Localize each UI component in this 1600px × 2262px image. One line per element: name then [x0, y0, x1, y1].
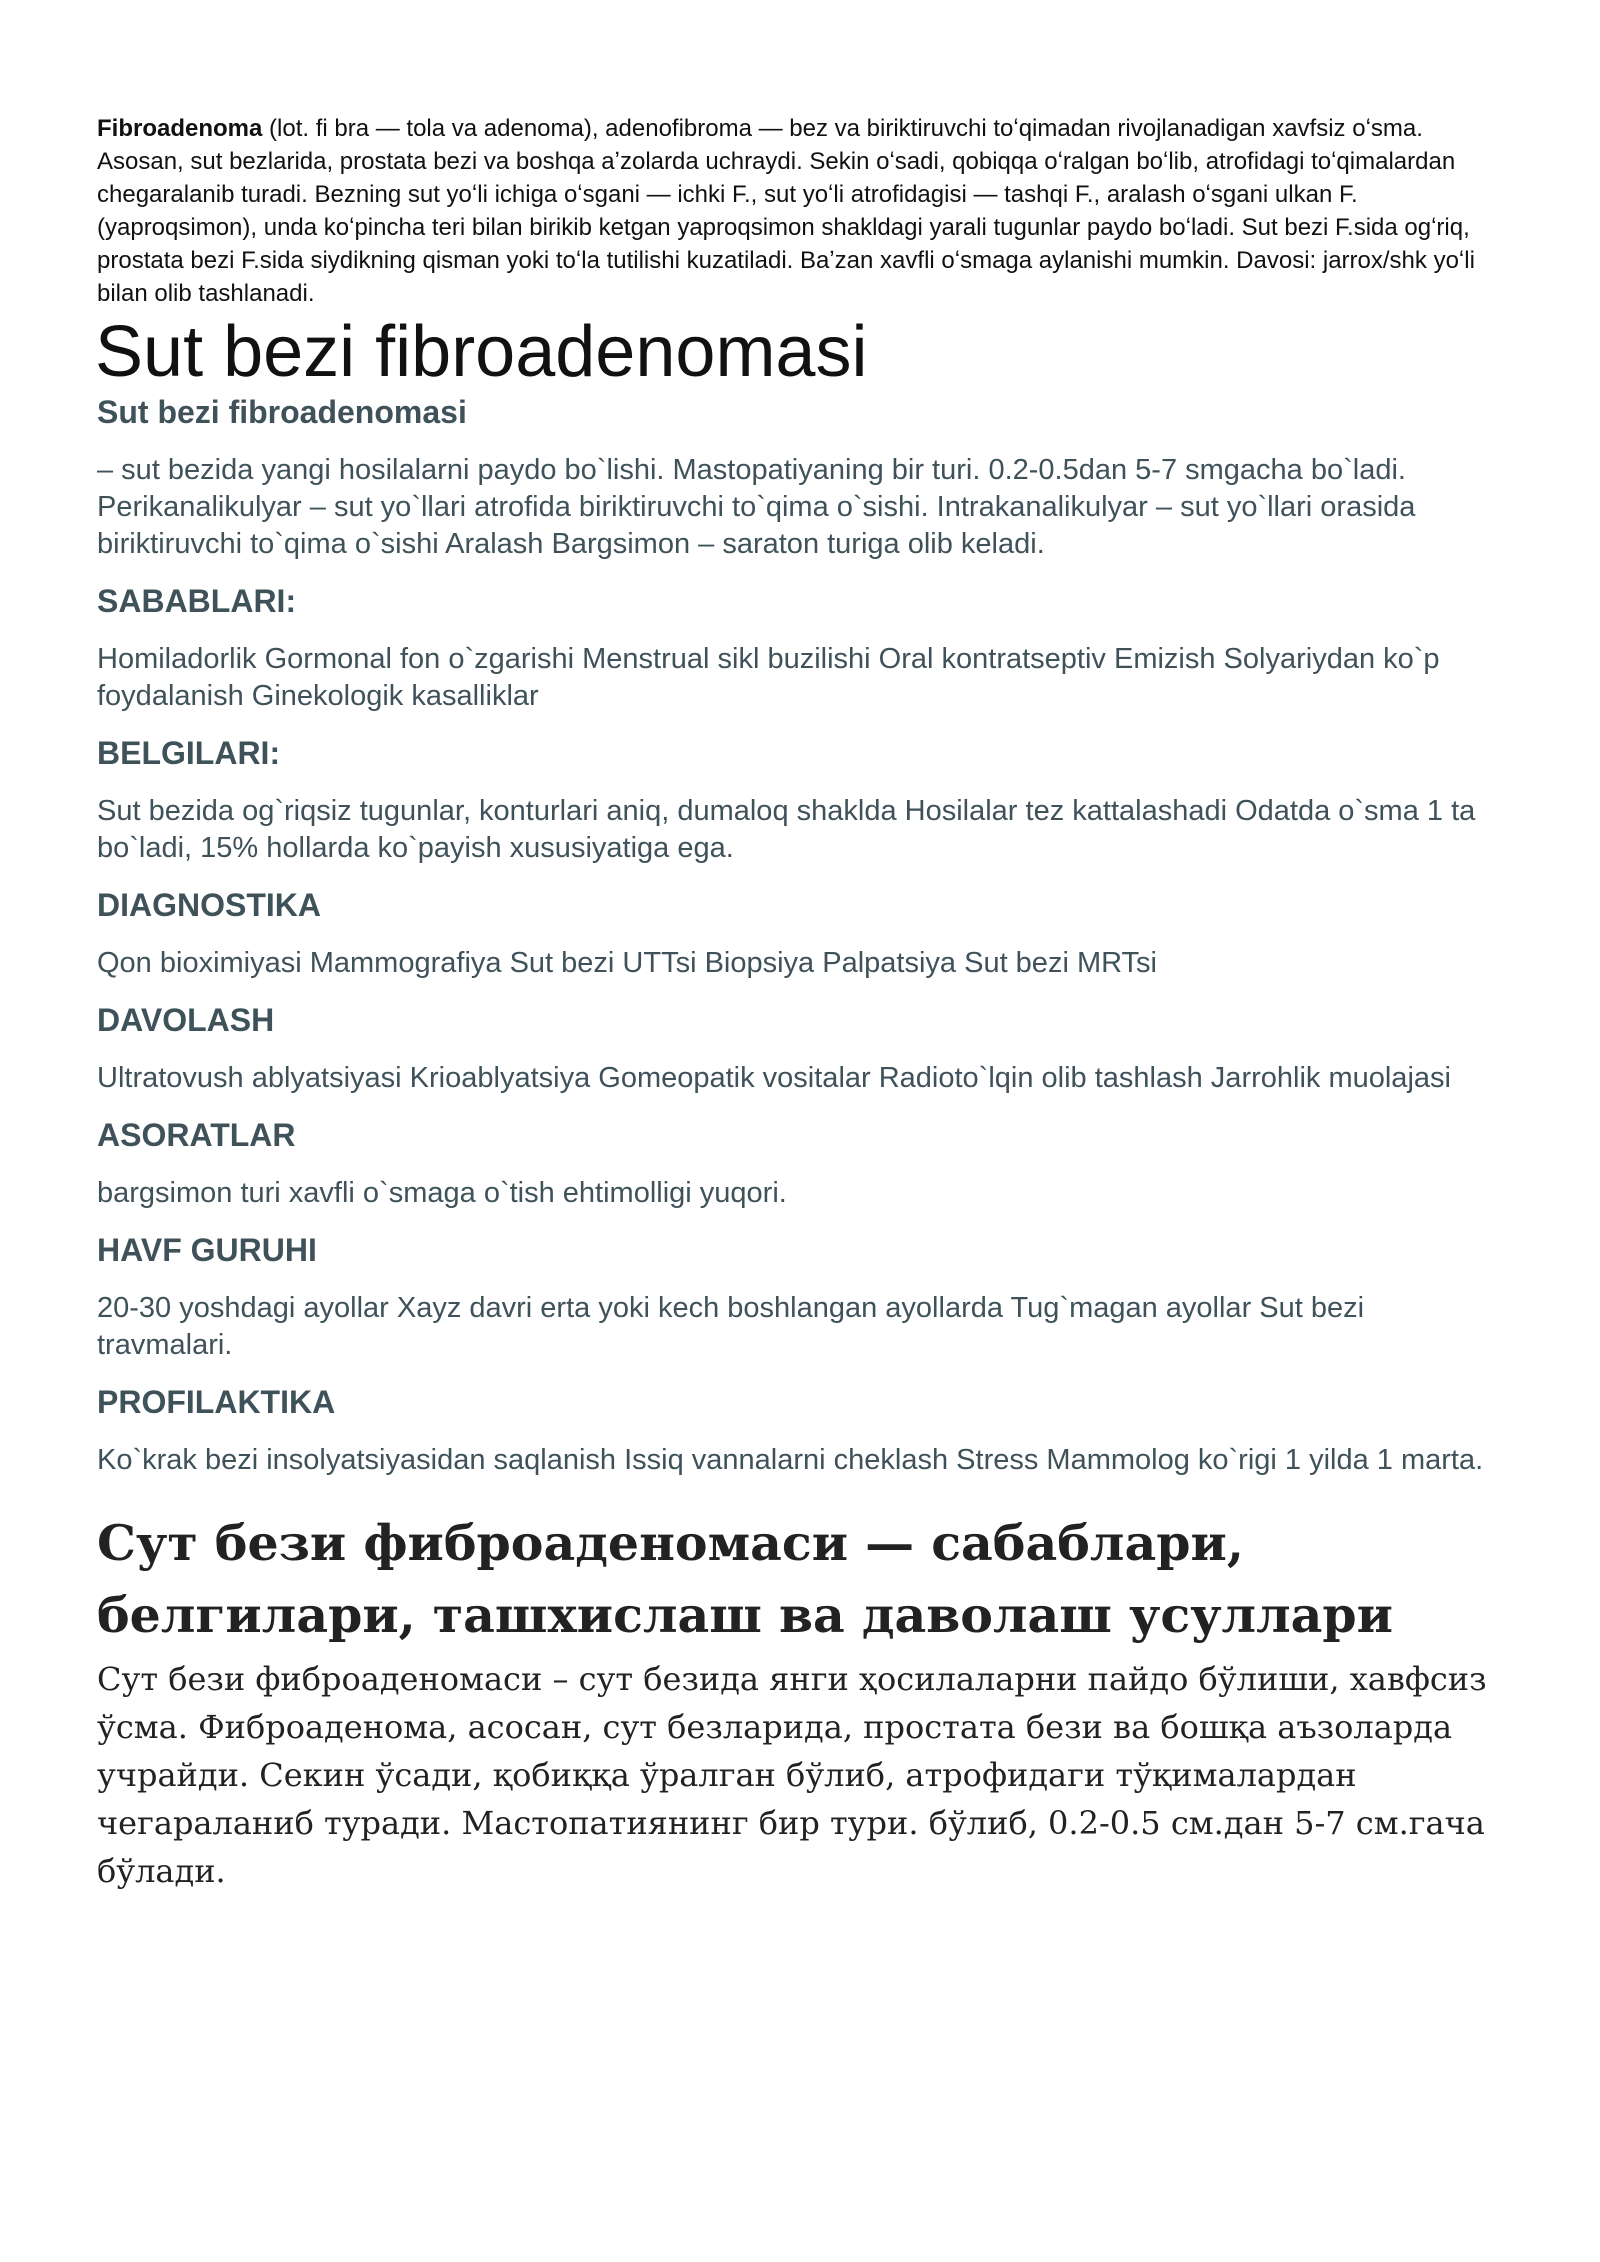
section-title-prevention: PROFILAKTIKA — [97, 1384, 336, 1420]
section-text-risk-group: 20-30 yoshdagi ayollar Xayz davri erta yoki kech boshlangan ayollarda Tug`magan ayollar Sut bezi travmalari. — [97, 1292, 1365, 1361]
main-title: Sut bezi fibroadenomasi — [95, 312, 868, 392]
cyrillic-paragraph: Сут бези фиброаденомаси – сут безида янги ҳосилаларни пайдо бўлиши, хавфсиз ўсма. Фиброаденома, асосан, сут безларида, простата бези ва бошқа аъзоларда учрайди. Секин ўсади, қобиққа ўралган бўлиб, атрофидаги тўқималардан чегараланиб туради. Мастопатиянинг бир тури. бўлиб, 0.2-0.5 см.дан 5-7 см.гача бўлади. — [97, 1660, 1487, 1890]
section-title-diagnostics: DIAGNOSTIKA — [97, 887, 321, 923]
description-paragraph: – sut bezida yangi hosilalarni paydo bo`lishi. Mastopatiyaning bir turi. 0.2-0.5dan 5-7 smgacha bo`ladi. Perikanalikulyar – sut yo`llari atrofida biriktiruvchi to`qima o`sishi. Intrakanalikulyar – sut yo`llari orasida biriktiruvchi to`qima o`sishi Aralash Bargsimon – saraton turiga olib keladi. — [97, 454, 1416, 560]
section-title-treatment: DAVOLASH — [97, 1002, 275, 1038]
section-title-complications: ASORATLAR — [97, 1117, 296, 1153]
section-title-symptoms: BELGILARI: — [97, 735, 281, 771]
section-text-diagnostics: Qon bioximiyasi Mammografiya Sut bezi UTTsi Biopsiya Palpatsiya Sut bezi MRTsi — [97, 947, 1157, 979]
document-page — [97, 112, 1497, 1895]
section-title-causes: SABABLARI: — [97, 583, 297, 619]
section-text-causes: Homiladorlik Gormonal fon o`zgarishi Menstrual sikl buzilishi Oral kontratseptiv Emizish Solyariydan ko`p foydalanish Ginekologik kasalliklar — [97, 643, 1440, 712]
cyrillic-title: Сут бези фиброаденомаси — сабаблари, белгилари, ташхислаш ва даволаш усуллари — [97, 1514, 1394, 1644]
section-title-risk-group: HAVF GURUHI — [97, 1232, 317, 1268]
intro-text: (lot. fi bra — tola va adenoma), adenofibroma — bez va biriktiruvchi toʻqimadan rivojlanadigan xavfsiz oʻsma. Asosan, sut bezlarida, prostata bezi va boshqa aʼzolarda uchraydi. Sekin oʻsadi, qobiqqa oʻralgan boʻlib, atrofidagi toʻqimalardan chegaralanib turadi. Bezning sut yoʻli ichiga oʻsgani — ichki F., sut yoʻli atrofidagisi — tashqi F., aralash oʻsgani ulkan F. (yaproqsimon), unda koʻpincha teri bilan birikib ketgan yaproqsimon shakldagi yarali tugunlar paydo boʻladi. Sut bezi F.sida ogʻriq, prostata bezi F.sida siydikning qisman yoki toʻla tutilishi kuzatiladi. Baʼzan xavfli oʻsmaga aylanishi mumkin. Davosi: jarrox/shk yoʻli bilan olib tashlanadi. — [97, 115, 1475, 307]
intro-term: Fibroadenoma — [97, 115, 263, 142]
section-text-symptoms: Sut bezida og`riqsiz tugunlar, konturlari aniq, dumaloq shaklda Hosilalar tez kattalashadi Odatda o`sma 1 ta bo`ladi, 15% hollarda ko`payish xususiyatiga ega. — [97, 795, 1476, 864]
section-text-prevention: Ko`krak bezi insolyatsiyasidan saqlanish Issiq vannalarni cheklash Stress Mammolog ko`rigi 1 yilda 1 marta. — [97, 1444, 1484, 1476]
section-text-treatment: Ultratovush ablyatsiyasi Krioablyatsiya Gomeopatik vositalar Radioto`lqin olib tashlash Jarrohlik muolajasi — [97, 1062, 1451, 1094]
intro-paragraph — [97, 112, 1497, 310]
subtitle: Sut bezi fibroadenomasi — [97, 394, 467, 430]
section-text-complications: bargsimon turi xavfli o`smaga o`tish ehtimolligi yuqori. — [97, 1177, 787, 1209]
